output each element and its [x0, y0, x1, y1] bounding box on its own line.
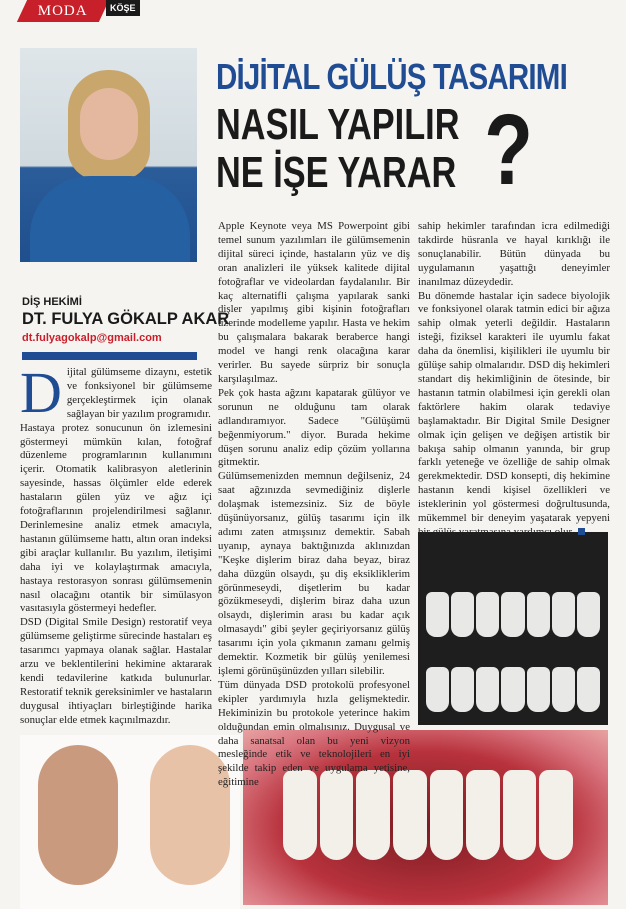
- paragraph: Pek çok hasta ağzını kapatarak gülüyor ve sorunun ne olduğunu tam olarak adlandıramıyor. Sadece "Gülüşümü beğenmiyorum." diyor. Burada hekime düşen sorunu analiz edip çözüm yollarına gitmektir.: [218, 386, 410, 469]
- paragraph-text: Bu dönemde hastalar için sadece biyolojik ve fonksiyonel olarak tatmin edici bir ağıza sahip olmak yeterli değildir. Hastaların isteği, fiziksel karakteri ile uyumlu fakat daha da önemlisi, kişilikleri ile uyumlu bir gülüşe sahip olmalarıdır. DSD diş hekimleri standart diş hekimliğinin de ötesinde, bir hastanın tatmin olabilmesi için gerekli olan faktörlere hakim olarak tedaviye başlamaktadır. Bir Digital Smile Designer olmak için gelişen ve değişen artistik bir bakışa sahip olmanın yanında, bir grup farklı yeteneğe ve özelliğe de sahip olmak gerekmektedir. DSD konsepti, diş hekimine hastanın kendi kişisel özellikleri ve isteklerinin yol göstermesi doğrultusunda, mükemmel bir deneyim yaşatarak yepyeni bir gülüş yaratmasına yardımcı olur.: [418, 289, 610, 538]
- divider-bar: [22, 352, 197, 360]
- article-column-1: [20, 360, 212, 728]
- author-email[interactable]: dt.fulyagokalp@gmail.com: [22, 332, 162, 344]
- headline-line-1: DİJİTAL GÜLÜŞ TASARIMI: [216, 56, 567, 97]
- paragraph: [20, 360, 212, 425]
- end-mark-icon: [578, 528, 585, 535]
- article-column-2: [218, 220, 410, 790]
- face-diagram-male: [38, 745, 118, 885]
- paragraph: Tüm dünyada DSD protokolü profesyonel ekipler yardımıyla hızla gelişmektedir. Hekiminizin bu protokole yeterince hakim olduğundan emin olmalısınız. Duygusal ve daha sanatsal olan bu yeni vizyon mesleğinde etik ve teknolojileri en iyi şekilde takip eden ve uygulama yetisine, eğitimine: [218, 678, 410, 789]
- paragraph: sahip hekimler tarafından icra edilmediği takdirde hüsranla ve hayal kırıklığı ile sonuçlanabilir. Bütün dünyada bu uygulamanın yaşattığı deneyimler inanılmaz düzeydedir.: [418, 220, 610, 288]
- paragraph: Apple Keynote veya MS Powerpoint gibi temel sunum yazılımları ile gülümsemenin dijital süreci içinde, hastaların yüz ve diş oran analizleri ile yüksek kalitede dijital fotoğraflar ve videolardan faydalanılır. Bir kaç alternatifli çalışma yapılarak sanki dişler yapılmış gibi kişinin fotoğrafları üzerinde modelleme yapılır. Hasta ve hekim bu çalışmalara bakarak beraberce hangi model ve hangi renk olacağına karar verirler. Bu sayede sürpriz bir sonuçla karşılaşılmaz.: [218, 220, 410, 385]
- author-role: DİŞ HEKİMİ: [22, 296, 82, 308]
- author-photo: [20, 48, 197, 262]
- facial-analysis-diagrams: [20, 735, 240, 909]
- headline-line-3: NE İŞE YARAR: [216, 148, 457, 197]
- photo-body: [30, 176, 190, 262]
- paragraph: DSD (Digital Smile Design) restoratif veya gülümseme geliştirme sürecinde hastaları eş tasarımcı yapmaya olanak sağlar. Hastalar arzu ve beklentilerini hekimine aktararak kendi tedavilerine katkıda bulunurlar. Restoratif teknik gereksinimler ve hastaların duygusal ihtiyaçları birleştiğinde harika sonuçlar elde etmek kaçınılmazdır.: [20, 616, 212, 726]
- section-label: MODA: [38, 2, 88, 19]
- article-column-3: [418, 220, 610, 540]
- lower-teeth: [426, 667, 600, 712]
- paragraph: Hastaya protez sonucunun ön izlemesini göstermeyi mümkün kılan, fotoğraf düzenleme programlarının kullanımını içerir. Otomatik kalibrasyon aletlerinin sayesinde, hassas ölçümler elde ederek hastaların gülen yüz ve ağız içi fotoğraflarının projelendirilmesi sağlanır. Derinlemesine analiz etmek amacıyla, hastanın gülümseme hattı, altın oran indeksi gibi araçlar kullanılır. Bu yazılım, iletişimi daha iyi ve kolaylaştırmak amacıyla, hastaya restorasyon sonrası gülümsemenin nasıl olacağını otantik bir simülasyon vasıtasıyla göstermeyi hedefler.: [20, 421, 212, 615]
- paragraph-text: ijital gülümseme dizaynı, estetik ve fonksiyonel bir gülümseme gerçekleştirmek için olanak sağlayan bir yazılım programıdır.: [66, 366, 212, 420]
- subsection-label: KÖŞE: [106, 0, 140, 16]
- author-name: DT. FULYA GÖKALP AKAR: [22, 310, 230, 328]
- paragraph: [418, 290, 610, 540]
- paragraph: Gülümsemenizden memnun değilseniz, 24 saat ağzınızda sevmediğiniz dişlerle dolaşmak istemezsiniz. Siz de böyle düşünüyorsanız, gülüş tasarımı için ilk adımı zaten atmışsınız demektir. Sabah uyanıp, aynaya baktığınızda aklınızdan "Keşke dişlerim biraz daha beyaz, biraz daha düzgün olsaydı, şu diş eksikliklerim görünmeseydi, dişetlerim bu kadar gözükmeseydi, dişlerim biraz daha uzun olsaydı, dişlerimin arası bu kadar açık olmasaydı" gibi şeyler geçiriyorsanız gülüş tasarımı için yola çıkmanın zamanı gelmiş demektir. Kozmetik bir gülüş yenilemesi işlemi görünüşünüzden yılları silebilir.: [218, 470, 410, 677]
- headline-question-mark: ?: [484, 94, 533, 206]
- drop-cap: D: [20, 360, 62, 425]
- upper-teeth: [426, 592, 600, 637]
- photo-face: [80, 88, 138, 160]
- headline-line-2: NASIL YAPILIR: [216, 100, 460, 149]
- magazine-section-logo: [17, 0, 109, 22]
- dental-before-after-photo: [418, 532, 608, 725]
